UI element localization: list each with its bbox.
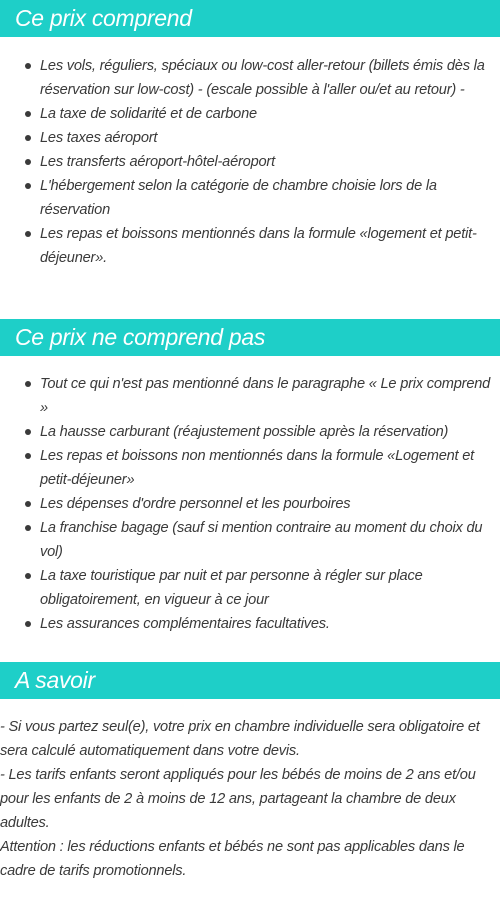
list-item-text: La taxe touristique par nuit et par personne à régler sur place obligatoirement, en vigueur à ce jour (40, 568, 423, 608)
list-item-text: Les repas et boissons non mentionnés dans la formule «Logement et petit-déjeuner» (40, 448, 475, 488)
to-know-notes (0, 715, 500, 883)
bullet-icon (25, 111, 31, 117)
bullet-icon (25, 453, 31, 459)
list-item (40, 150, 492, 174)
bullet-icon (25, 429, 31, 435)
bullet-icon (25, 231, 31, 237)
list-item-text: La hausse carburant (réajustement possible après la réservation) (40, 424, 449, 440)
note-paragraph: - Les tarifs enfants seront appliqués pour les bébés de moins de 2 ans et/ou pour les enfants de 2 à moins de 12 ans, partageant la chambre de deux adultes. (0, 767, 476, 831)
list-item-text: Les dépenses d'ordre personnel et les pourboires (40, 496, 351, 512)
list-item-text: Les transferts aéroport-hôtel-aéroport (40, 154, 275, 170)
list-item (40, 516, 492, 564)
list-item (40, 492, 492, 516)
list-item (40, 444, 492, 492)
bullet-icon (25, 381, 31, 387)
bullet-icon (25, 159, 31, 165)
bullet-icon (25, 183, 31, 189)
list-item (40, 54, 492, 102)
section-title-excluded: Ce prix ne comprend pas (15, 324, 266, 350)
list-item-text: Les taxes aéroport (40, 130, 158, 146)
list-item (40, 612, 492, 636)
note-paragraph: - Si vous partez seul(e), votre prix en chambre individuelle sera obligatoire et sera calculé automatiquement dans votre devis. (0, 719, 480, 759)
list-item-text: La taxe de solidarité et de carbone (40, 106, 257, 122)
bullet-icon (25, 573, 31, 579)
note-paragraph: Attention : les réductions enfants et bébés ne sont pas applicables dans le cadre de tarifs promotionnels. (0, 839, 465, 879)
list-item (40, 372, 492, 420)
bullet-icon (25, 135, 31, 141)
list-item (40, 420, 492, 444)
list-item (40, 174, 492, 222)
section-header-included (0, 0, 500, 37)
section-header-to-know (0, 662, 500, 699)
bullet-icon (25, 501, 31, 507)
section-header-excluded (0, 319, 500, 356)
section-title-included: Ce prix comprend (15, 5, 192, 31)
list-item (40, 102, 492, 126)
list-item-text: Les assurances complémentaires facultatives. (40, 616, 330, 632)
list-item-text: La franchise bagage (sauf si mention contraire au moment du choix du vol) (40, 520, 483, 560)
list-item-text: Tout ce qui n'est pas mentionné dans le paragraphe « Le prix comprend » (40, 376, 491, 416)
list-item (40, 126, 492, 150)
section-title-to-know: A savoir (15, 667, 95, 693)
list-item (40, 564, 492, 612)
excluded-list (0, 372, 500, 636)
bullet-icon (25, 621, 31, 627)
included-list (0, 54, 500, 270)
list-item (40, 222, 492, 270)
list-item-text: Les vols, réguliers, spéciaux ou low-cost aller-retour (billets émis dès la réservation sur low-cost) - (escale possible à l'aller ou/et au retour) - (40, 58, 485, 98)
bullet-icon (25, 525, 31, 531)
list-item-text: Les repas et boissons mentionnés dans la formule «logement et petit-déjeuner». (40, 226, 477, 266)
list-item-text: L'hébergement selon la catégorie de chambre choisie lors de la réservation (40, 178, 437, 218)
bullet-icon (25, 63, 31, 69)
